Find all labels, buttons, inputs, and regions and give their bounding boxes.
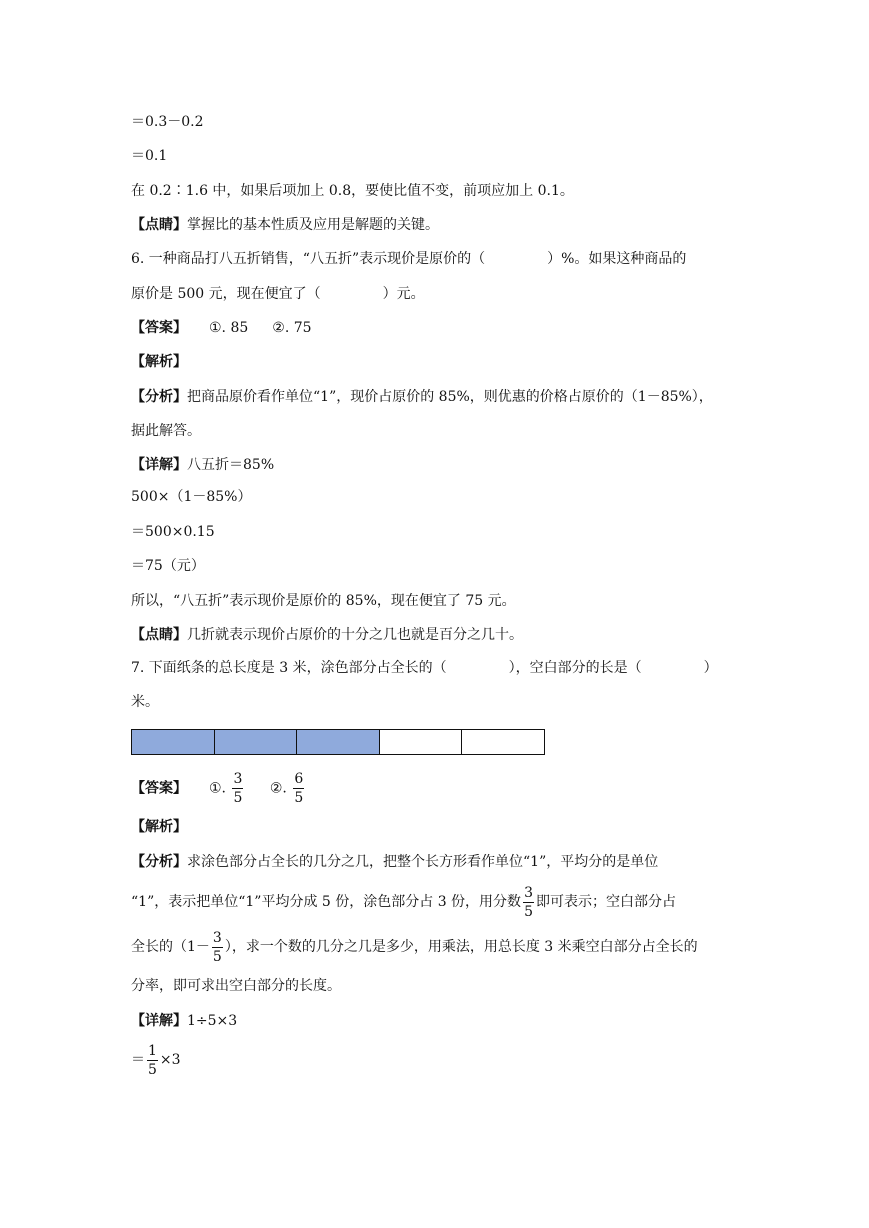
calc-line: 500×（1－85%） xyxy=(131,489,252,505)
xiangjie-6: 【详解】八五折＝85% xyxy=(131,457,275,473)
paper-strip xyxy=(131,729,545,755)
strip-segment-shaded xyxy=(297,730,380,754)
dianjing-line: 【点睛】掌握比的基本性质及应用是解题的关键。 xyxy=(131,217,439,233)
fenxi-7: 【分析】求涂色部分占全长的几分之几，把整个长方形看作单位“1”，平均分的是单位 xyxy=(131,854,659,870)
fenxi-6: 【分析】把商品原价看作单位“1”，现价占原价的 85%，则优惠的价格占原价的（1－85%）， xyxy=(131,389,713,405)
xiangjie-7: 【详解】1÷5×3 xyxy=(131,1013,238,1029)
calc-line: ＝0.1 xyxy=(131,148,168,164)
question-6-line-1: 6. 一种商品打八五折销售，“八五折”表示现价是原价的（ ）%。如果这种商品的 xyxy=(131,251,687,267)
fenxi-7-line-4: 分率，即可求出空白部分的长度。 xyxy=(131,978,341,994)
strip-segment-blank xyxy=(380,730,463,754)
question-7-line-2: 米。 xyxy=(131,694,159,710)
answer-6: 【答案】 ①. 85 ②. 75 xyxy=(131,320,312,336)
question-6-line-2: 原价是 500 元，现在便宜了（ ）元。 xyxy=(131,286,425,302)
conclusion-line: 在 0.2∶1.6 中，如果后项加上 0.8，要使比值不变，前项应加上 0.1。 xyxy=(131,183,574,199)
fenxi-7-line-3: 全长的（1－ $\frac{3}{5}$ ），求一个数的几分之几是多少，用乘法，用总长度 3 米乘空白部分占全长的 xyxy=(131,929,698,965)
fraction: $\frac{3}{5}$ xyxy=(524,884,533,920)
calc-line: ＝ $\frac{1}{5}$ ×3 xyxy=(131,1042,181,1078)
answer-7: 【答案】 ①. $\frac{3}{5}$ ②. $\frac{6}{5}$ xyxy=(131,771,304,806)
fraction: $\frac{1}{5}$ xyxy=(148,1042,157,1078)
fraction: $\frac{6}{5}$ xyxy=(294,771,304,806)
jiexi-7: 【解析】 xyxy=(131,819,187,835)
calc-line: ＝500×0.15 xyxy=(131,524,215,540)
strip-segment-blank xyxy=(462,730,544,754)
calc-line: ＝0.3－0.2 xyxy=(131,114,204,130)
jiexi-6: 【解析】 xyxy=(131,354,187,370)
fraction: $\frac{3}{5}$ xyxy=(233,771,243,806)
question-7-line-1: 7. 下面纸条的总长度是 3 米，涂色部分占全长的（ ），空白部分的长是（ ） xyxy=(131,660,718,676)
strip-segment-shaded xyxy=(132,730,215,754)
dianjing-6: 【点睛】几折就表示现价占原价的十分之几也就是百分之几十。 xyxy=(131,627,523,643)
strip-segment-shaded xyxy=(215,730,298,754)
fenxi-7-line-2: “1”，表示把单位“1”平均分成 5 份，涂色部分占 3 份，用分数 $\frac{3}{5}$ 即可表示；空白部分占 xyxy=(131,884,676,920)
calc-line: ＝75（元） xyxy=(131,558,205,574)
conclusion-line: 所以，“八五折”表示现价是原价的 85%，现在便宜了 75 元。 xyxy=(131,593,516,609)
fraction: $\frac{3}{5}$ xyxy=(212,929,222,965)
fenxi-6-cont: 据此解答。 xyxy=(131,423,201,439)
